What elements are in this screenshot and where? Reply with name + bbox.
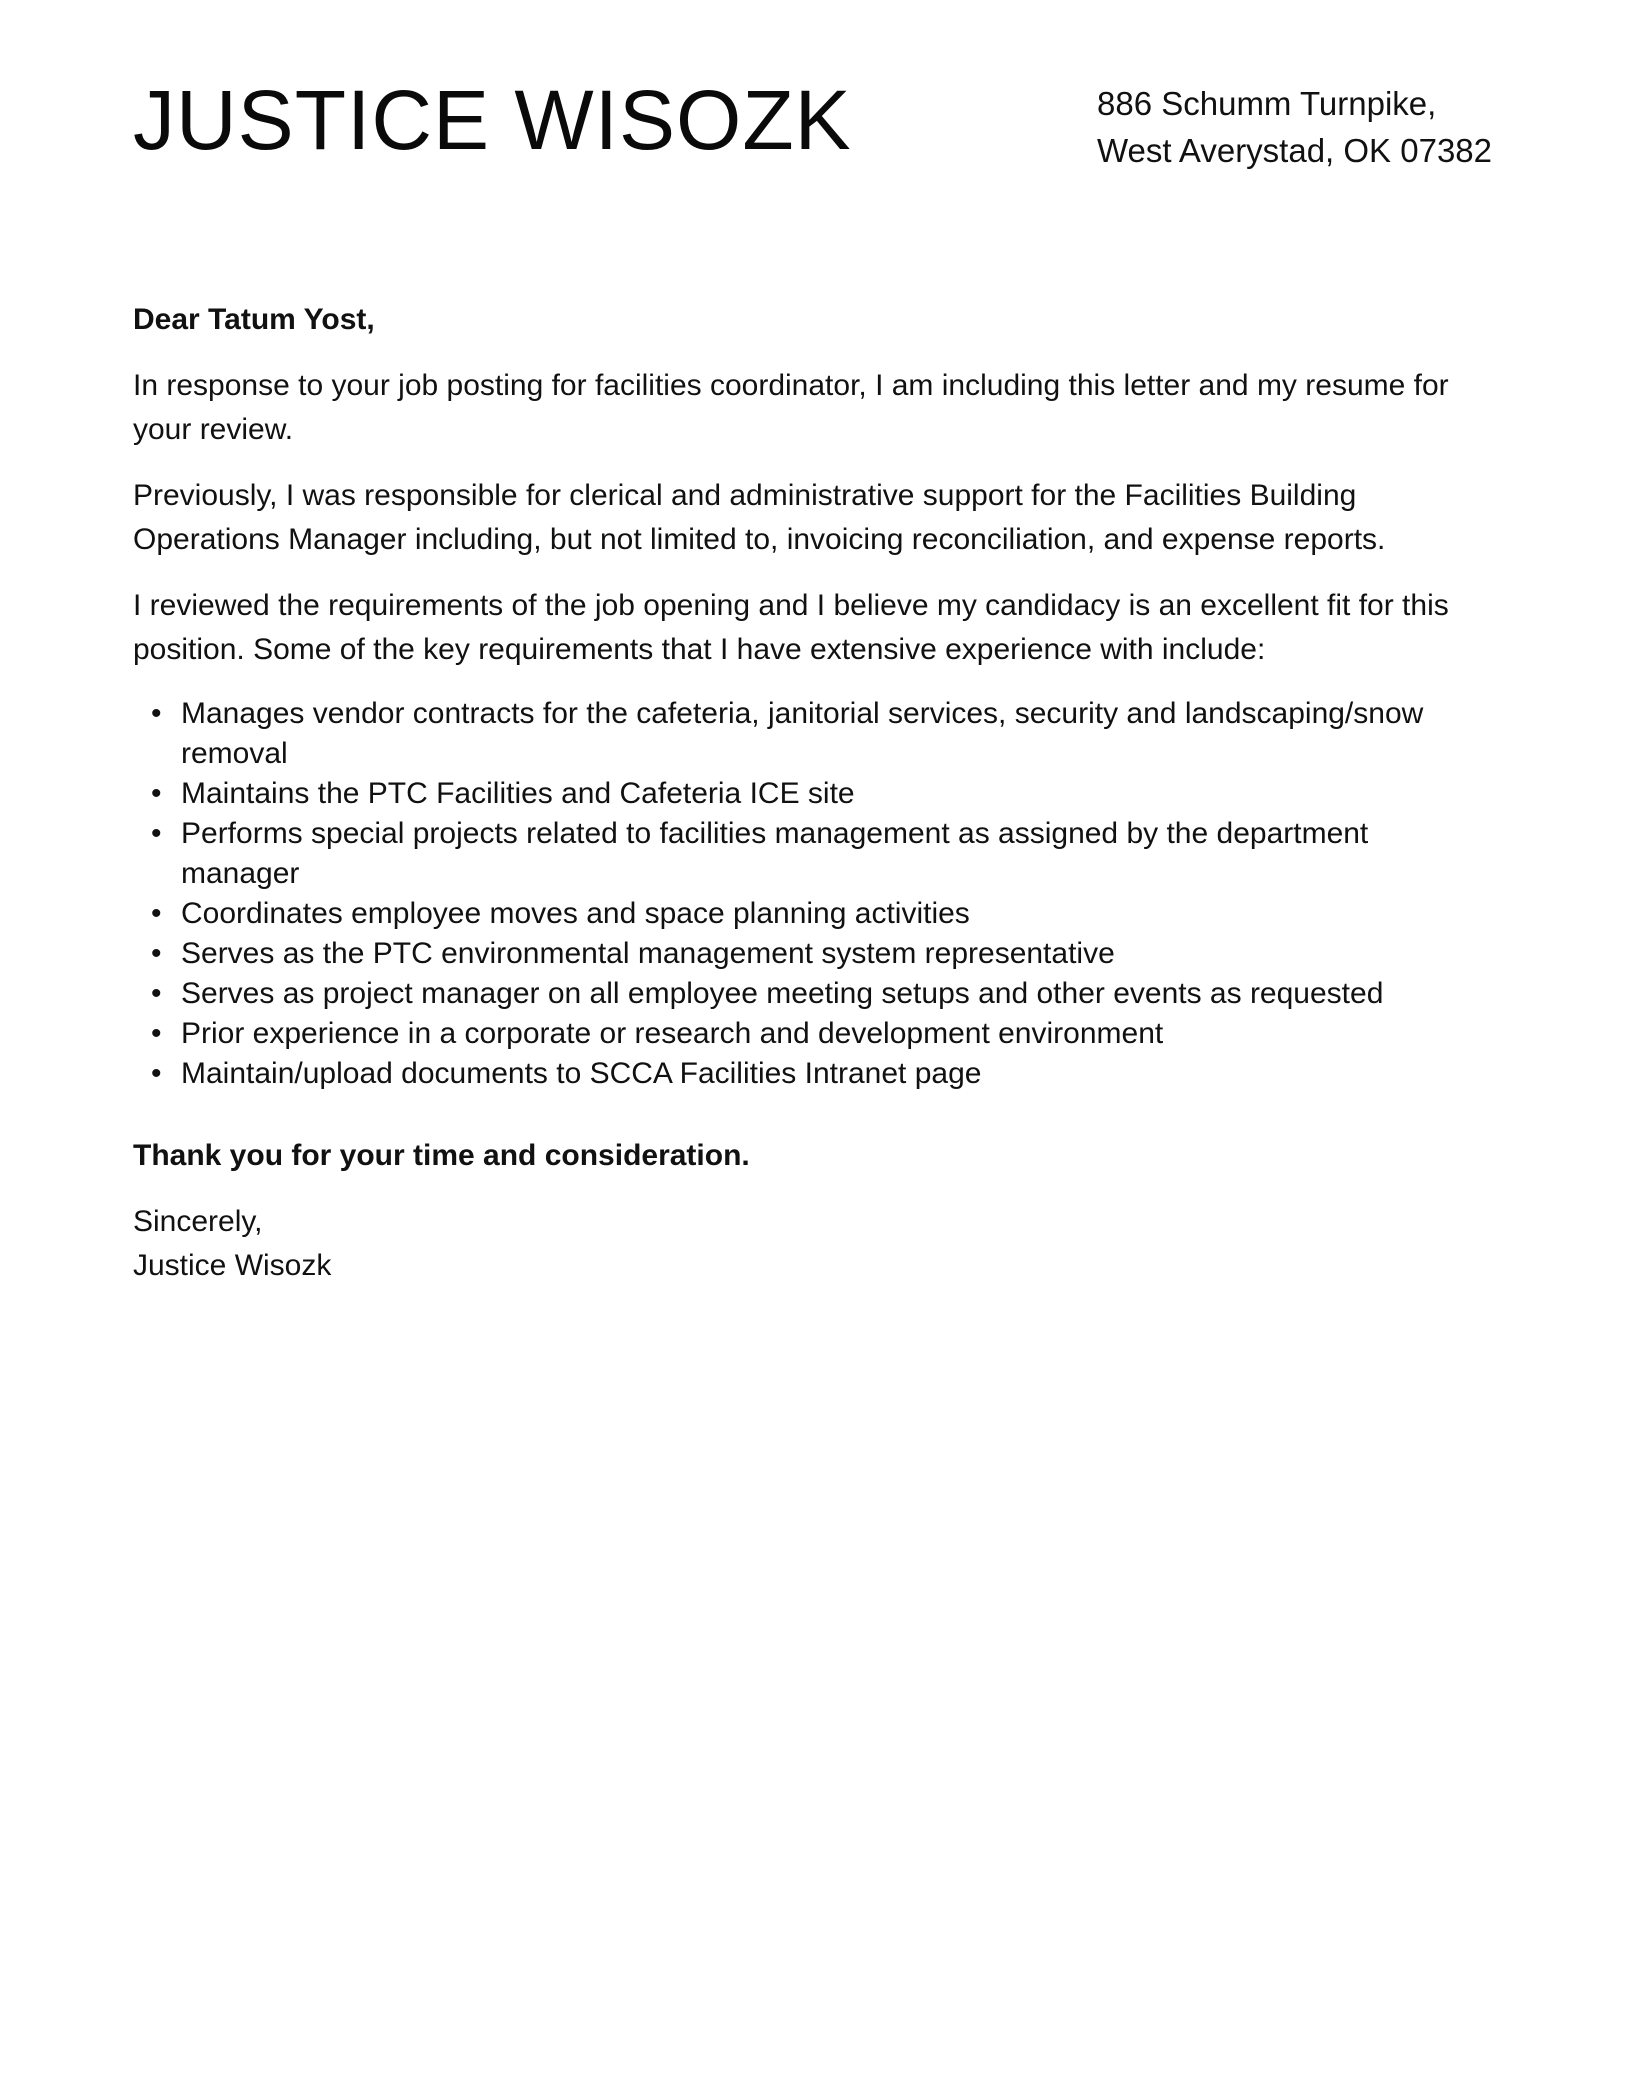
list-item [151,694,1493,774]
closing-salutation: Sincerely, [133,1205,263,1238]
letter-body [133,298,1493,1288]
bullet-icon: • [151,977,162,1010]
bullet-icon: • [151,817,162,850]
paragraph-requirements: I reviewed the requirements of the job opening and I believe my candidacy is an excellent fit for this position. Some of the key requirements that I have extensive experience with include: [133,589,1449,666]
closing-block [133,1200,1493,1288]
bullet-icon: • [151,897,162,930]
paragraph-intro: In response to your job posting for facilities coordinator, I am including this letter and my resume for your review. [133,369,1449,446]
address-line-2: West Averystad, OK 07382 [1097,132,1493,169]
list-item-text: Prior experience in a corporate or research and development environment [181,1017,1164,1050]
list-item [151,934,1493,974]
address-line-1: 886 Schumm Turnpike, [1097,85,1437,122]
bullet-icon: • [151,937,162,970]
bullet-icon: • [151,1057,162,1090]
list-item [151,974,1493,1014]
requirements-list [133,694,1493,1094]
list-item [151,1054,1493,1094]
bullet-icon: • [151,777,162,810]
paragraph-experience: Previously, I was responsible for clerical and administrative support for the Facilities Building Operations Manager including, but not limited to, invoicing reconciliation, and expense reports. [133,479,1386,556]
salutation: Dear Tatum Yost, [133,303,375,336]
thanks-line: Thank you for your time and consideration. [133,1139,750,1172]
list-item-text: Performs special projects related to facilities management as assigned by the department manager [181,817,1369,890]
list-item [151,774,1493,814]
applicant-name: JUSTICE WISOZK [133,73,852,167]
bullet-icon: • [151,1017,162,1050]
list-item-text: Maintains the PTC Facilities and Cafeteria ICE site [181,777,855,810]
list-item-text: Serves as project manager on all employee meeting setups and other events as requested [181,977,1384,1010]
list-item-text: Manages vendor contracts for the cafeteria, janitorial services, security and landscaping/snow removal [181,697,1424,770]
signature-name: Justice Wisozk [133,1249,332,1282]
bullet-icon: • [151,697,162,730]
list-item-text: Maintain/upload documents to SCCA Facilities Intranet page [181,1057,982,1090]
list-item [151,814,1493,894]
list-item [151,1014,1493,1054]
list-item-text: Coordinates employee moves and space planning activities [181,897,970,930]
list-item-text: Serves as the PTC environmental management system representative [181,937,1115,970]
list-item [151,894,1493,934]
applicant-address [1097,80,1492,174]
